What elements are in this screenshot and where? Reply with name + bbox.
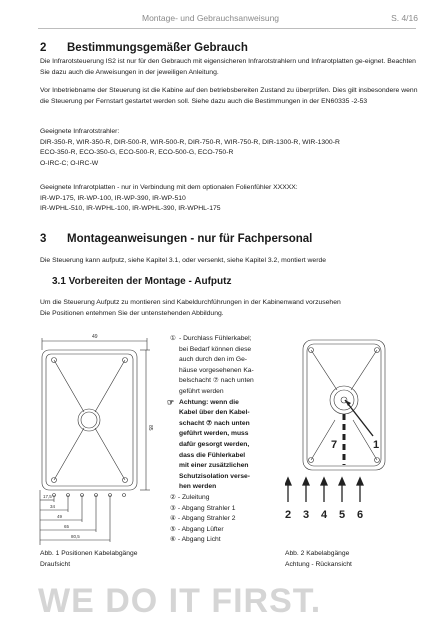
subsection-heading-3-1: 3.1 Vorbereiten der Montage - Aufputz xyxy=(52,276,232,287)
callout-label-7: 7 xyxy=(331,439,338,451)
legend-warning xyxy=(167,397,280,493)
figure-2-drawing xyxy=(285,330,413,530)
legend-marker: ① xyxy=(170,335,176,342)
dimension-label: 49 xyxy=(92,334,98,340)
header-divider xyxy=(38,28,416,29)
platten-list xyxy=(40,183,420,215)
strahler-heading: Geeignete Infrarotstrahler: xyxy=(40,128,120,135)
legend-line: häuse vorgesehenen Ka- xyxy=(179,366,254,374)
legend-item-6: ⑥ - Abgang Licht xyxy=(170,536,221,544)
section3-paragraph: Die Steuerung kann aufputz, siehe Kapitel 3.1, oder versenkt, siehe Kapitel 3.2, montiert werde xyxy=(40,257,327,264)
section-number: 2 xyxy=(40,42,47,54)
section-title: Bestimmungsgemäßer Gebrauch xyxy=(67,42,248,54)
figure-1-caption xyxy=(40,548,137,570)
section-heading-3 xyxy=(40,233,312,245)
platten-line: IR-WP-175, IR-WP-100, IR-WP-390, IR-WP-510 xyxy=(40,194,186,202)
warning-line: schacht ⑦ nach unten xyxy=(179,419,250,427)
strahler-list xyxy=(40,127,420,169)
document-title: Montage- und Gebrauchsanweisung xyxy=(142,13,280,23)
legend-line: auch durch den im Ge- xyxy=(179,356,248,364)
warning-line: Kabel über den Kabel- xyxy=(179,409,250,417)
dimension-label: 17,5 xyxy=(43,494,52,499)
warning-line: mit einer zusätzlichen xyxy=(179,462,249,470)
dimension-label: 80,5 xyxy=(71,534,80,539)
warning-line: Schutzisolation verse- xyxy=(179,472,250,480)
dimension-label: 85 xyxy=(147,425,153,431)
legend-item-1 xyxy=(170,334,280,398)
section-number: 3 xyxy=(40,233,47,245)
legend-item-2: ② - Zuleitung xyxy=(170,493,210,501)
legend-item-3: ③ - Abgang Strahler 1 xyxy=(170,504,236,512)
figure-legend xyxy=(167,334,280,546)
page-number: S. 4/16 xyxy=(391,13,418,23)
figure-2-caption xyxy=(285,548,352,570)
legend-item-5: ⑤ - Abgang Lüfter xyxy=(170,525,224,533)
warning-line: geführt werden, muss xyxy=(179,430,249,438)
dimension-label: 49 xyxy=(57,514,63,519)
warning-line: hen werden xyxy=(179,483,217,491)
section2-paragraph-1: Die Infrarotsteuerung IS2 ist nur für den Gebrauch mit eigensicheren Infrarotstrahlern und Infrarotplatten ge-eignet. Beachten Sie dazu auch die Anweisungen in der jeweiligen Anleitung. xyxy=(40,58,416,76)
warning-line: dafür gesorgt werden, xyxy=(179,440,250,448)
callout-label-2: 2 xyxy=(285,509,292,521)
callout-arrow xyxy=(345,400,373,436)
section31-paragraph-2: Die Positionen entehmen Sie der untenstehenden Abbildung. xyxy=(40,310,224,317)
housing-outline xyxy=(42,350,137,490)
callout-label-6: 6 xyxy=(357,509,364,521)
legend-line: bei Bedarf können diese xyxy=(179,345,252,353)
caption-line: Achtung - Rückansicht xyxy=(285,561,352,568)
platten-line: IR-WPHL-510, IR-WPHL-100, IR-WPHL-390, IR-WPHL-175 xyxy=(40,205,221,212)
legend-line: belschacht ⑦ nach unten xyxy=(179,377,254,385)
caption-line: Abb. 2 Kabelabgänge xyxy=(285,550,350,557)
footer-slogan: WE DO IT FIRST. xyxy=(38,582,322,620)
page-header xyxy=(0,0,446,40)
legend-item-4: ④ - Abgang Strahler 2 xyxy=(170,515,236,523)
section-heading-2 xyxy=(40,42,248,54)
pointing-hand-icon: ☞ xyxy=(167,397,175,407)
caption-line: Abb. 1 Positionen Kabelabgänge xyxy=(40,550,138,557)
strahler-line: O-IRC-C; O-IRC-W xyxy=(40,159,99,167)
section31-paragraph-1: Um die Steuerung Aufputz zu montieren sind Kabeldurchführungen in der Kabinenwand vorzusehen xyxy=(40,299,341,306)
caption-line: Draufsicht xyxy=(40,561,71,568)
callout-label-5: 5 xyxy=(339,509,346,521)
warning-line: dass die Fühlerkabel xyxy=(179,451,246,459)
strahler-line: DIR-350-R, WIR-350-R, DIR-500-R, WIR-500-R, DIR-750-R, WIR-750-R, DIR-1300-R, WIR-1300-R xyxy=(40,138,340,146)
section-title: Montageanweisungen - nur für Fachpersonal xyxy=(67,233,313,245)
warning-line: Achtung: wenn die xyxy=(179,398,239,406)
platten-heading: Geeignete Infrarotplatten - nur in Verbindung mit dem optionalen Folienfühler XXXXX: xyxy=(40,184,298,191)
legend-line: geführt werden xyxy=(179,387,224,395)
callout-label-4: 4 xyxy=(321,509,328,521)
dimension-label: 34 xyxy=(50,504,56,509)
figure-1-drawing xyxy=(32,330,160,550)
section2-paragraph-2: Vor Inbetriebname der Steuerung ist die Kabine auf den betriebsbereiten Zustand zu überprüfen. Dies gilt insbesondere wenn die Steuerung per Fernstart gestartet werden soll. Siehe dazu auch die Bestimmungen in der EN60335 -2-53 xyxy=(40,87,418,105)
strahler-line: ECO-350-R, ECO-350-G, ECO-500-R, ECO-500-G, ECO-750-R xyxy=(40,149,234,156)
callout-label-1: 1 xyxy=(373,439,380,451)
legend-line: - Durchlass Fühlerkabel; xyxy=(179,335,252,342)
callout-label-3: 3 xyxy=(303,509,310,521)
dimension-label: 65 xyxy=(64,524,70,529)
